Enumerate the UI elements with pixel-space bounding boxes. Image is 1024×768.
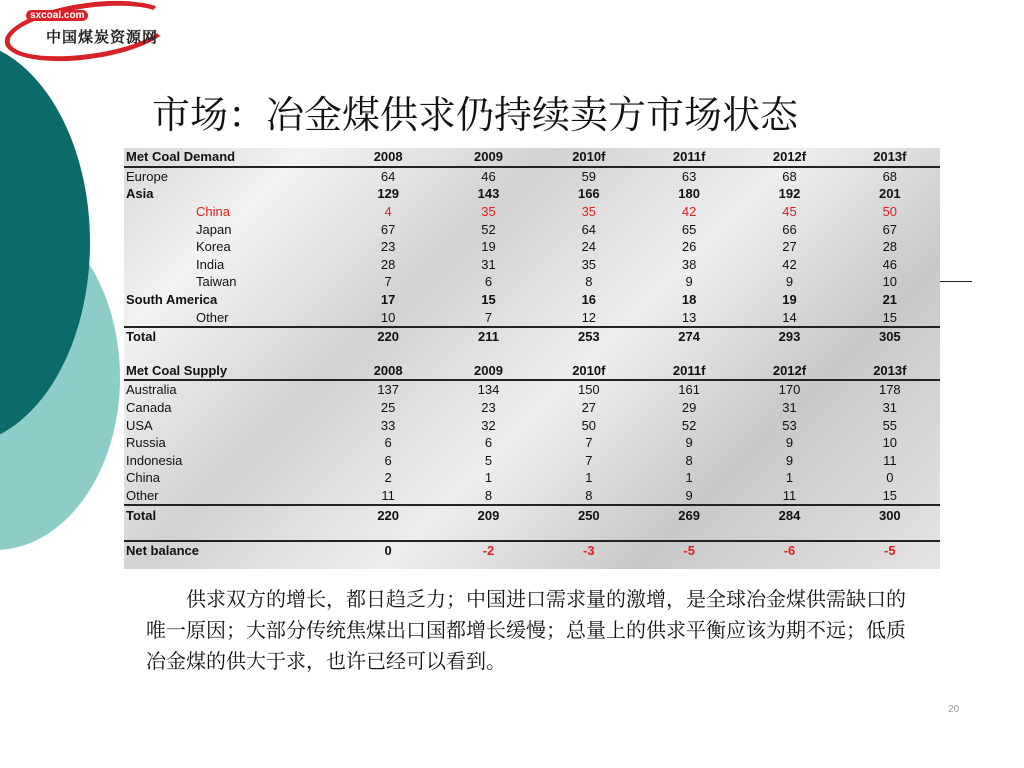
supply-header-row xyxy=(124,362,940,381)
row-value: 9 xyxy=(785,452,794,468)
row-value: 7 xyxy=(585,452,593,468)
row-value: 23 xyxy=(380,239,396,255)
net-label: Net balance xyxy=(124,541,338,560)
total-value: 211 xyxy=(438,327,538,346)
total-label: Total xyxy=(124,505,338,524)
row-value: 46 xyxy=(481,168,496,184)
row-value: 35 xyxy=(481,204,496,220)
row-value: 10 xyxy=(882,435,898,451)
row-value: 9 xyxy=(785,435,794,451)
row-value: 8 xyxy=(585,274,593,290)
year-header: 2010f xyxy=(539,362,639,381)
row-value: 53 xyxy=(782,417,797,433)
year-header: 2010f xyxy=(539,148,639,167)
row-value: 68 xyxy=(882,168,898,184)
row-label: Russia xyxy=(126,435,166,451)
row-value: 14 xyxy=(782,309,797,325)
row-value: 17 xyxy=(380,292,396,308)
table-row xyxy=(124,452,940,470)
row-value: 45 xyxy=(782,204,797,220)
row-value: 161 xyxy=(678,382,700,398)
row-value: 10 xyxy=(882,274,898,290)
row-value: 31 xyxy=(882,400,898,416)
year-header: 2012f xyxy=(739,148,839,167)
row-value: 129 xyxy=(377,186,400,202)
demand-total-row xyxy=(124,327,940,346)
row-value: 1 xyxy=(685,470,693,486)
row-value: 24 xyxy=(581,239,597,255)
row-label: Korea xyxy=(196,239,231,255)
row-value: 0 xyxy=(886,470,894,486)
row-label: Asia xyxy=(126,186,154,202)
row-value: 52 xyxy=(481,221,496,237)
row-label: Other xyxy=(126,487,159,503)
row-value: 2 xyxy=(384,470,392,486)
row-value: 137 xyxy=(377,382,400,398)
year-header: 2013f xyxy=(840,148,940,167)
slide-title: 市场：冶金煤供求仍持续卖方市场状态 xyxy=(152,93,799,137)
row-value: 29 xyxy=(681,400,697,416)
year-header: 2008 xyxy=(338,148,438,167)
total-value: 209 xyxy=(438,505,538,524)
row-value: 150 xyxy=(577,382,600,398)
table-row xyxy=(124,203,940,221)
spacer-cell xyxy=(124,346,940,362)
net-value: -3 xyxy=(539,541,639,560)
row-value: 7 xyxy=(585,435,593,451)
row-label: Other xyxy=(196,309,229,325)
total-value: 274 xyxy=(639,327,739,346)
total-value: 220 xyxy=(338,327,438,346)
page-number: 20 xyxy=(948,704,960,715)
row-value: 11 xyxy=(883,452,897,468)
section-spacer xyxy=(124,346,940,362)
total-value: 284 xyxy=(739,505,839,524)
row-value: 15 xyxy=(481,292,496,308)
logo xyxy=(4,3,176,63)
year-header: 2009 xyxy=(438,148,538,167)
row-label: Taiwan xyxy=(196,274,237,290)
table-row xyxy=(124,256,940,274)
row-value: 33 xyxy=(380,417,396,433)
coal-table xyxy=(124,148,940,569)
row-value: 4 xyxy=(384,204,392,220)
row-value: 27 xyxy=(782,239,797,255)
row-value: 31 xyxy=(782,400,797,416)
row-value: 65 xyxy=(681,221,697,237)
row-value: 1 xyxy=(785,470,794,486)
row-value: 50 xyxy=(581,417,597,433)
row-value: 201 xyxy=(878,186,901,202)
row-value: 6 xyxy=(484,274,493,290)
row-value: 35 xyxy=(581,256,597,272)
row-value: 63 xyxy=(681,168,697,184)
row-value: 31 xyxy=(481,256,496,272)
total-label: Total xyxy=(124,327,338,346)
row-value: 18 xyxy=(681,292,697,308)
row-value: 10 xyxy=(380,309,396,325)
total-value: 253 xyxy=(539,327,639,346)
row-value: 67 xyxy=(882,221,898,237)
coal-data-table xyxy=(124,148,940,559)
row-value: 15 xyxy=(882,309,898,325)
row-value: 27 xyxy=(581,400,597,416)
total-value: 293 xyxy=(739,327,839,346)
row-label: Indonesia xyxy=(126,452,183,468)
row-label: India xyxy=(196,256,225,272)
row-value: 178 xyxy=(878,382,901,398)
table-row xyxy=(124,308,940,327)
row-label: Australia xyxy=(126,382,177,398)
supply-heading: Met Coal Supply xyxy=(124,362,338,381)
row-value: 6 xyxy=(384,452,392,468)
table-row xyxy=(124,185,940,203)
table-row xyxy=(124,273,940,291)
row-value: 21 xyxy=(882,292,898,308)
row-value: 11 xyxy=(782,487,797,503)
decor-rule xyxy=(940,281,972,282)
row-value: 166 xyxy=(577,186,600,202)
row-value: 1 xyxy=(484,470,493,486)
row-value: 64 xyxy=(581,221,597,237)
row-value: 46 xyxy=(882,256,898,272)
row-value: 55 xyxy=(882,417,898,433)
year-header: 2009 xyxy=(438,362,538,381)
row-value: 12 xyxy=(581,309,597,325)
net-value: 0 xyxy=(338,541,438,560)
net-balance-row xyxy=(124,541,940,560)
row-label: Canada xyxy=(126,400,172,416)
row-value: 35 xyxy=(581,204,597,220)
row-value: 64 xyxy=(380,168,396,184)
net-value: -2 xyxy=(438,541,538,560)
row-value: 8 xyxy=(585,487,593,503)
row-value: 26 xyxy=(681,239,697,255)
row-value: 50 xyxy=(882,204,898,220)
year-header: 2008 xyxy=(338,362,438,381)
row-label: China xyxy=(126,470,160,486)
row-value: 25 xyxy=(380,400,396,416)
year-header: 2013f xyxy=(840,362,940,381)
year-header: 2011f xyxy=(639,362,739,381)
table-row xyxy=(124,238,940,256)
row-value: 5 xyxy=(484,452,493,468)
total-value: 300 xyxy=(840,505,940,524)
row-value: 42 xyxy=(782,256,797,272)
row-label: China xyxy=(196,204,230,220)
spacer-cell xyxy=(124,524,940,541)
table-row xyxy=(124,380,940,399)
row-value: 192 xyxy=(778,186,801,202)
row-label: Japan xyxy=(196,221,232,237)
row-value: 8 xyxy=(685,452,693,468)
total-value: 220 xyxy=(338,505,438,524)
table-row xyxy=(124,291,940,309)
row-value: 15 xyxy=(882,487,898,503)
net-value: -5 xyxy=(840,541,940,560)
row-value: 7 xyxy=(384,274,392,290)
row-value: 9 xyxy=(685,274,693,290)
table-row xyxy=(124,416,940,434)
row-value: 38 xyxy=(681,256,697,272)
table-row xyxy=(124,469,940,487)
net-value: -5 xyxy=(639,541,739,560)
net-value: -6 xyxy=(739,541,839,560)
row-value: 1 xyxy=(585,470,593,486)
row-value: 13 xyxy=(681,309,697,325)
table-row xyxy=(124,434,940,452)
row-value: 180 xyxy=(678,186,700,202)
row-value: 11 xyxy=(381,487,395,503)
logo-name: 中国煤炭资源网 xyxy=(46,28,159,46)
row-value: 7 xyxy=(484,309,493,325)
demand-header-row xyxy=(124,148,940,167)
row-value: 19 xyxy=(481,239,496,255)
row-value: 143 xyxy=(477,186,500,202)
row-label: Europe xyxy=(126,168,168,184)
year-header: 2011f xyxy=(639,148,739,167)
table-row xyxy=(124,399,940,417)
summary-paragraph: 供求双方的增长，都日趋乏力；中国进口需求量的激增，是全球冶金煤供需缺口的唯一原因；大部分传统焦煤出口国都增长缓慢；总量上的供求平衡应该为期不远；低质冶金煤的供大于求，也许已经可以看到。 xyxy=(146,587,906,673)
coal-table-body xyxy=(124,148,940,559)
total-value: 250 xyxy=(539,505,639,524)
row-value: 170 xyxy=(778,382,801,398)
row-value: 19 xyxy=(782,292,797,308)
row-value: 32 xyxy=(481,417,496,433)
row-label: USA xyxy=(126,417,153,433)
supply-total-row xyxy=(124,505,940,524)
row-value: 9 xyxy=(785,274,794,290)
row-value: 66 xyxy=(782,221,797,237)
year-header: 2012f xyxy=(739,362,839,381)
row-label: South America xyxy=(126,292,218,308)
demand-heading: Met Coal Demand xyxy=(124,148,338,167)
row-value: 59 xyxy=(581,168,597,184)
row-value: 23 xyxy=(481,400,496,416)
row-value: 8 xyxy=(484,487,493,503)
total-value: 269 xyxy=(639,505,739,524)
row-value: 28 xyxy=(380,256,396,272)
row-value: 6 xyxy=(484,435,493,451)
row-value: 16 xyxy=(581,292,597,308)
table-row xyxy=(124,487,940,506)
row-value: 52 xyxy=(681,417,697,433)
row-value: 68 xyxy=(782,168,797,184)
row-value: 9 xyxy=(685,487,693,503)
total-value: 305 xyxy=(840,327,940,346)
section-spacer xyxy=(124,524,940,541)
row-value: 42 xyxy=(681,204,697,220)
row-value: 9 xyxy=(685,435,693,451)
row-value: 134 xyxy=(477,382,500,398)
row-value: 6 xyxy=(384,435,392,451)
row-value: 67 xyxy=(380,221,396,237)
table-row xyxy=(124,220,940,238)
logo-url: sxcoal.com xyxy=(26,10,88,21)
row-value: 28 xyxy=(882,239,898,255)
table-row xyxy=(124,167,940,186)
